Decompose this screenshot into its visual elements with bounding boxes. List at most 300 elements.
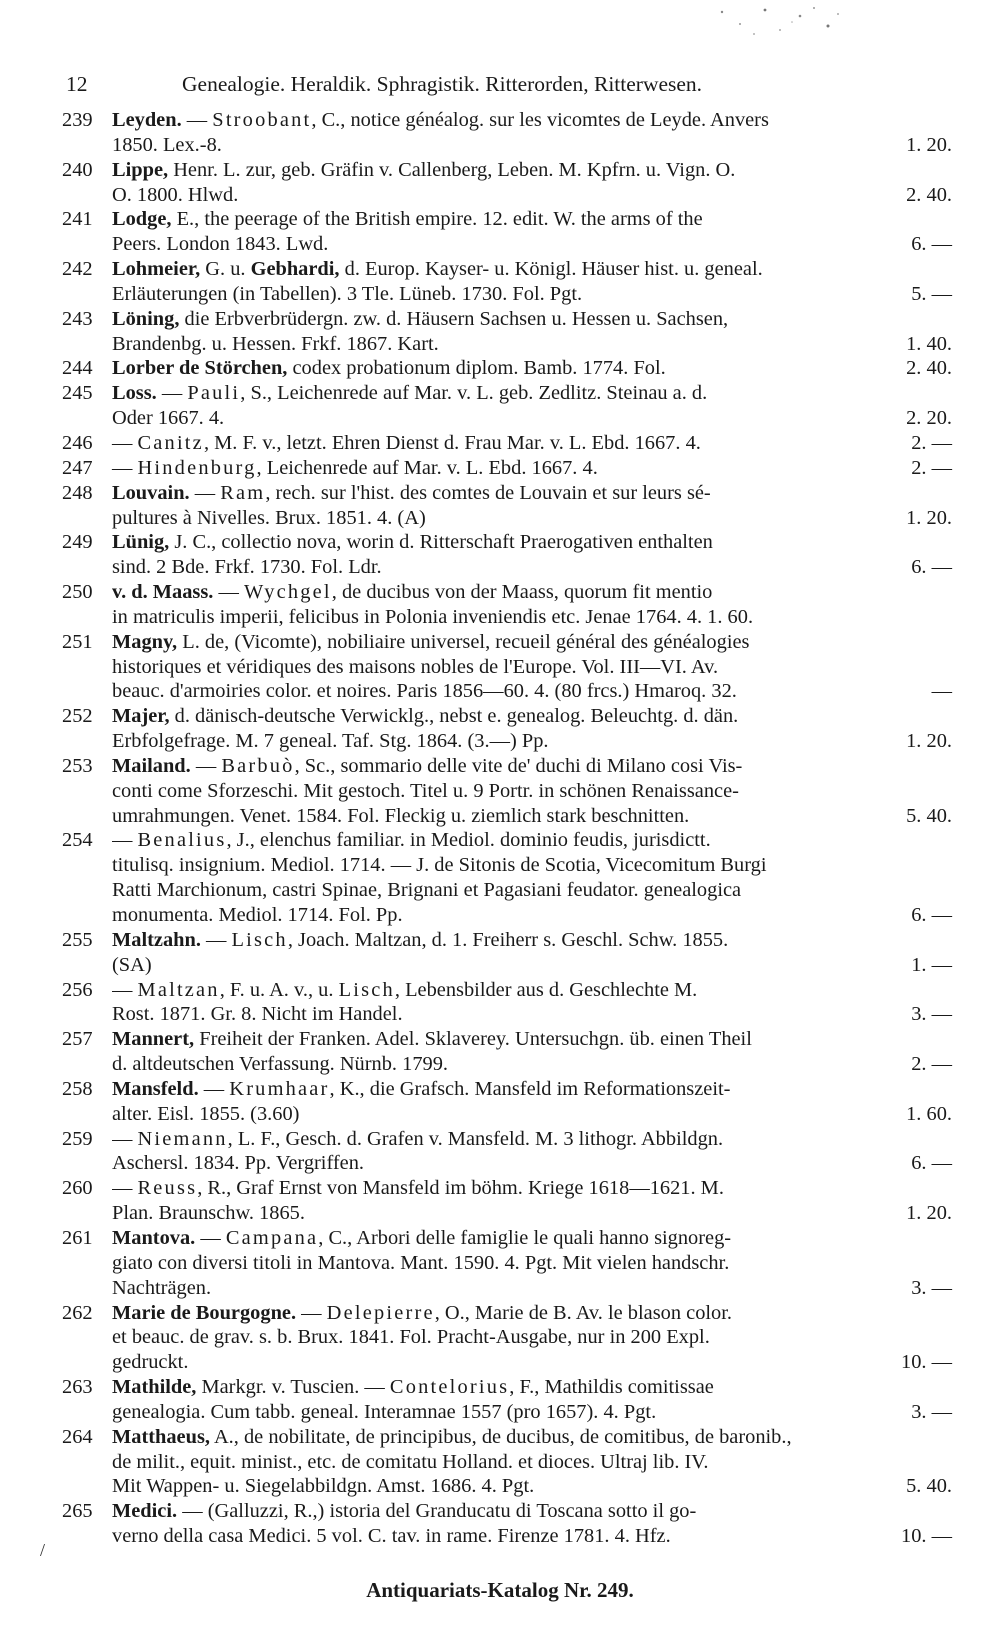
entry-text: J. C., collectio nova, worin d. Ritterschaft Praerogativen enthalten (169, 531, 713, 554)
entry-price: 5. 40. (906, 804, 952, 827)
entry-price: 1. 20. (906, 506, 952, 529)
entry-heading: Lohmeier, (112, 258, 201, 281)
entry-number: 264 (62, 1425, 93, 1448)
entry-line (112, 804, 952, 829)
entry-text: Mit Wappen- u. Siegelabbildgn. Amst. 1686. 4. Pgt. (112, 1475, 535, 1498)
entry-line-text (112, 1102, 299, 1127)
entry-heading: Magny, (112, 630, 178, 653)
entry-price: — (931, 680, 952, 703)
catalog-entry (62, 1499, 952, 1549)
entry-line (112, 953, 952, 978)
entry-text: — (200, 928, 232, 951)
entry-heading: Majer, (112, 705, 170, 728)
entry-heading: Louvain. (112, 481, 190, 504)
entry-text: — (112, 829, 138, 852)
entry-text: titulisq. insignium. Mediol. 1714. — J. de Sitonis de Scotia, Vicecomitum Burgi (112, 854, 767, 877)
entry-heading: Mannert, (112, 1028, 195, 1051)
page-speckle-marks (710, 2, 850, 42)
entry-line (112, 1127, 952, 1152)
entry-text: Erläuterungen (in Tabellen). 3 Tle. Lüneb. 1730. Fol. Pgt. (112, 282, 583, 305)
entry-text: , Joach. Maltzan, d. 1. Freiherr s. Geschl. Schw. 1855. (287, 928, 729, 951)
entry-line-text (112, 1326, 710, 1348)
entry-line-text (112, 879, 741, 901)
entry-line (112, 555, 952, 580)
entry-text: pultures à Nivelles. Brux. 1851. 4. (A) (112, 506, 426, 529)
entry-price: 2. — (911, 1053, 952, 1076)
entry-line-text (112, 1276, 211, 1301)
entry-text: gedruckt. (112, 1351, 189, 1374)
entry-number: 257 (62, 1028, 93, 1051)
entry-number: 263 (62, 1376, 93, 1399)
entry-line-text (112, 506, 426, 531)
entry-heading: Lorber de Störchen, (112, 357, 288, 380)
entry-heading: Mathilde, (112, 1376, 197, 1399)
page-title: Genealogie. Heraldik. Sphragistik. Ritterorden, Ritterwesen. (182, 72, 703, 96)
entry-text: verno della casa Medici. 5 vol. C. tav. in rame. Firenze 1781. 4. Hfz. (112, 1525, 671, 1548)
author-name: Niemann (137, 1127, 228, 1150)
entry-text: — (198, 1077, 230, 1100)
entry-line-text (112, 183, 238, 208)
catalog-entry (62, 431, 952, 456)
entry-text: , C., notice généalog. sur les vicomtes de Leyde. Anvers (311, 109, 769, 131)
entry-line (112, 828, 952, 853)
entry-line (112, 903, 952, 928)
entry-line-text (112, 1302, 732, 1324)
entry-line (112, 158, 952, 183)
entry-line (112, 754, 952, 779)
author-name: Contelorius (389, 1376, 510, 1399)
entry-number: 241 (62, 208, 93, 231)
entry-text: , F. u. A. v., u. (219, 978, 339, 1001)
entry-line (112, 853, 952, 878)
entry-heading: Lünig, (112, 531, 170, 554)
entry-line-text (112, 705, 738, 727)
entry-line-text (112, 829, 711, 851)
entry-text: de milit., equit. minist., etc. de comitatu Holland. et dioces. Ultraj lib. IV. (112, 1450, 709, 1473)
entry-number: 254 (62, 829, 93, 852)
entry-price: 1. 20. (906, 133, 952, 156)
entry-line-text (112, 1177, 724, 1199)
entry-price: 5. 40. (906, 1475, 952, 1498)
entry-price: 6. — (911, 904, 952, 926)
author-name: Hindenburg (137, 456, 257, 479)
entry-text: — (112, 456, 138, 479)
entry-line (112, 1151, 952, 1176)
author-name: Pauli (187, 382, 241, 405)
catalog-entry (62, 1425, 952, 1500)
entry-line (112, 257, 952, 282)
entry-text: in matriculis imperii, felicibus in Polonia inveniendis etc. Jenae 1764. 4. 1. 60. (112, 605, 754, 628)
entry-line (112, 630, 952, 655)
entry-text: , F., Mathildis comitissae (509, 1376, 714, 1399)
entry-text: d. Europ. Kayser- u. Königl. Häuser hist. u. geneal. (339, 258, 763, 281)
entry-text: , rech. sur l'hist. des comtes de Louvain et sur leurs sé- (265, 481, 711, 504)
entry-line-text (112, 482, 711, 504)
entry-number: 262 (62, 1301, 93, 1324)
catalog-entry (62, 580, 952, 630)
entry-price: 1. — (911, 953, 952, 976)
entry-line-text (112, 382, 707, 404)
entry-line-text (112, 1500, 696, 1522)
entry-text: , L. F., Gesch. d. Grafen v. Mansfeld. M. 3 lithogr. Abbildgn. (227, 1127, 724, 1150)
entry-line (112, 232, 952, 257)
entry-line (112, 356, 952, 381)
entry-price: 2. — (911, 431, 952, 454)
entry-line (112, 1499, 952, 1524)
entry-line (112, 1102, 952, 1127)
entry-line-text (112, 605, 753, 630)
catalog-footer: Antiquariats-Katalog Nr. 249. (366, 1578, 634, 1602)
entry-price: 2. — (911, 456, 952, 479)
catalog-entry (62, 754, 952, 829)
entry-heading: Marie de Bourgogne. (112, 1301, 297, 1324)
entry-text: , M. F. v., letzt. Ehren Dienst d. Frau Mar. v. L. Ebd. 1667. 4. (203, 431, 701, 454)
entry-text: — (195, 1226, 226, 1249)
entry-line (112, 655, 952, 680)
entry-price: 6. — (911, 556, 952, 579)
catalog-entries (62, 108, 952, 1549)
entry-line (112, 207, 952, 232)
entry-line (112, 1474, 952, 1499)
entry-line-text (112, 755, 742, 777)
entry-line (112, 580, 952, 605)
catalog-entry (62, 978, 952, 1028)
entry-text: , K., die Grafsch. Mansfeld im Reformationszeit- (329, 1077, 731, 1100)
entry-line-text (112, 1227, 731, 1249)
entry-line-text (112, 656, 718, 678)
entry-text: Aschersl. 1834. Pp. Vergriffen. (112, 1152, 365, 1175)
entry-line (112, 332, 952, 357)
entry-number: 245 (62, 382, 93, 405)
entry-price: 1. 40. (906, 332, 952, 355)
author-name: Delepierre (326, 1301, 435, 1324)
catalog-entry (62, 108, 952, 158)
entry-text: conti come Sforzeschi. Mit gestoch. Titel u. 9 Portr. in schönen Renaissance- (112, 779, 739, 802)
author-name: Lisch (338, 978, 395, 1001)
entry-line-text (112, 804, 689, 829)
entry-line-text (112, 456, 598, 481)
catalog-entry (62, 356, 952, 381)
catalog-entry (62, 158, 952, 208)
entry-line (112, 1301, 952, 1326)
entry-line-text (112, 1078, 730, 1100)
entry-price: 6. — (911, 1152, 952, 1175)
entry-line-text (112, 258, 763, 280)
entry-heading: Mantova. (112, 1226, 196, 1249)
entry-line-text (112, 1128, 723, 1150)
entry-line (112, 704, 952, 729)
entry-number: 248 (62, 481, 93, 504)
catalog-entry (62, 630, 952, 705)
entry-price: 2. 40. (906, 183, 952, 206)
entry-line-text (112, 1524, 671, 1549)
entry-heading: Maltzahn. (112, 928, 201, 951)
entry-number: 239 (62, 109, 93, 131)
entry-line-text (112, 531, 713, 553)
catalog-entry (62, 1375, 952, 1425)
entry-number: 255 (62, 928, 93, 951)
entry-line (112, 183, 952, 208)
catalog-entry (62, 1077, 952, 1127)
catalog-entry (62, 1226, 952, 1301)
entry-line (112, 506, 952, 531)
entry-text: alter. Eisl. 1855. (3.60) (112, 1102, 300, 1125)
entry-price: 2. 20. (906, 407, 952, 430)
entry-line-text (112, 1474, 534, 1499)
entry-line-text (112, 133, 222, 158)
entry-line (112, 456, 952, 481)
entry-heading: Löning, (112, 307, 180, 330)
entry-line (112, 1226, 952, 1251)
author-name: Maltzan (137, 978, 220, 1001)
entry-line (112, 133, 952, 158)
entry-text: — (Galluzzi, R.,) istoria del Granducatu di Toscana sotto il go- (177, 1500, 697, 1523)
entry-line (112, 1176, 952, 1201)
entry-line-text (112, 903, 403, 928)
entry-text: giato con diversi titoli in Mantova. Mant. 1590. 4. Pgt. Mit vielen handschr. (112, 1251, 730, 1274)
entry-text: (SA) (112, 953, 152, 976)
entry-text: , de ducibus von der Maass, quorum fit mentio (331, 581, 713, 604)
entry-number: 247 (62, 456, 93, 479)
entry-line-text (112, 356, 666, 381)
entry-line-text (112, 1451, 709, 1473)
entry-price: 10. — (901, 1351, 952, 1374)
entry-number: 244 (62, 357, 93, 380)
catalog-entry (62, 307, 952, 357)
entry-line (112, 1002, 952, 1027)
entry-text: — (112, 1127, 138, 1150)
entry-line-text (112, 332, 439, 357)
entry-text: d. dänisch-deutsche Verwicklg., nebst e. genealog. Beleuchtg. d. dän. (169, 705, 739, 728)
entry-heading: Mansfeld. (112, 1077, 199, 1100)
catalog-entry (62, 1127, 952, 1177)
entry-text: , S., Leichenrede auf Mar. v. L. geb. Zedlitz. Steinau a. d. (240, 382, 708, 405)
entry-heading: Gebhardi, (250, 258, 340, 281)
entry-heading: Lodge, (112, 208, 172, 231)
entry-line-text (112, 679, 737, 704)
author-name: Canitz (137, 431, 204, 454)
entry-line (112, 1524, 952, 1549)
entry-number: 242 (62, 258, 93, 281)
entry-text: , C., Arbori delle famiglie le quali hanno signoreg- (318, 1226, 732, 1249)
entry-text: — (213, 581, 244, 604)
entry-line (112, 1027, 952, 1052)
author-name: Krumhaar (229, 1077, 330, 1100)
entry-line-text (112, 1002, 403, 1027)
entry-number: 261 (62, 1226, 93, 1249)
entry-text: E., the peerage of the British empire. 12. edit. W. the arms of the (171, 208, 703, 231)
entry-text: historiques et véridiques des maisons nobles de l'Europe. Vol. III—VI. Av. (112, 655, 719, 678)
entry-number: 251 (62, 630, 93, 653)
entry-price: 2. 40. (906, 357, 952, 380)
entry-text: Freiheit der Franken. Adel. Sklaverey. Untersuchgn. üb. einen Theil (194, 1028, 752, 1051)
entry-price: 10. — (901, 1525, 952, 1548)
entry-line-text (112, 1426, 792, 1448)
entry-text: — (296, 1301, 327, 1324)
entry-line (112, 530, 952, 555)
catalog-entry (62, 257, 952, 307)
entry-text: — (189, 481, 221, 504)
catalog-entry (62, 481, 952, 531)
entry-text: — (181, 109, 213, 131)
entry-price: 1. 20. (906, 730, 952, 753)
entry-text: — (112, 978, 138, 1001)
entry-price: 6. — (911, 233, 952, 256)
entry-line-text (112, 929, 728, 951)
entry-price: 5. — (911, 282, 952, 305)
entry-line (112, 978, 952, 1003)
entry-heading: v. d. Maass. (112, 581, 214, 604)
entry-line-text (112, 1151, 364, 1176)
entry-line (112, 1201, 952, 1226)
entry-line (112, 679, 952, 704)
catalog-entry (62, 1301, 952, 1376)
entry-price: 1. 20. (906, 1202, 952, 1225)
entry-text: — (112, 1177, 138, 1200)
entry-line-text (112, 953, 152, 978)
entry-text: Rost. 1871. Gr. 8. Nicht im Handel. (112, 1003, 403, 1026)
catalog-entry (62, 381, 952, 431)
entry-line (112, 1450, 952, 1475)
entry-text: codex probationum diplom. Bamb. 1774. Fol. (287, 357, 666, 380)
entry-text: et beauc. de grav. s. b. Brux. 1841. Fol. Pracht-Ausgabe, nur in 200 Expl. (112, 1326, 710, 1349)
entry-line-text (112, 1252, 729, 1274)
entry-line-text (112, 431, 701, 456)
entry-heading: Matthaeus, (112, 1425, 210, 1448)
entry-text: , Sc., sommario delle vite de' duchi di Milano cosi Vis- (294, 754, 743, 777)
entry-line-text (112, 208, 703, 230)
entry-text: Oder 1667. 4. (112, 407, 225, 430)
entry-line (112, 381, 952, 406)
author-name: Barbuò (221, 754, 295, 777)
entry-line-text (112, 1350, 188, 1375)
entry-number: 265 (62, 1500, 93, 1523)
entry-text: monumenta. Mediol. 1714. Fol. Pp. (112, 904, 403, 926)
entry-text: — (156, 382, 188, 405)
entry-text: Plan. Braunschw. 1865. (112, 1202, 305, 1225)
entry-text: L. de, (Vicomte), nobiliaire universel, recueil général des généalogies (177, 630, 750, 653)
entry-line-text (112, 581, 712, 603)
entry-text: 1850. Lex.-8. (112, 133, 222, 156)
entry-heading: Loss. (112, 382, 157, 405)
entry-number: 252 (62, 705, 93, 728)
author-name: Stroobant (212, 109, 312, 131)
entry-line (112, 1375, 952, 1400)
entry-number: 246 (62, 431, 93, 454)
entry-line-text (112, 159, 735, 181)
entry-line (112, 1276, 952, 1301)
entry-line-text (112, 1400, 656, 1425)
entry-line (112, 282, 952, 307)
entry-line-text (112, 1028, 752, 1050)
entry-text: die Erbverbrüdergn. zw. d. Häusern Sachsen u. Hessen u. Sachsen, (179, 307, 729, 330)
entry-price: 3. — (911, 1400, 952, 1423)
entry-line (112, 878, 952, 903)
entry-heading: Medici. (112, 1500, 178, 1523)
entry-number: 260 (62, 1177, 93, 1200)
margin-mark: / (40, 1540, 46, 1560)
entry-number: 250 (62, 581, 93, 604)
entry-text: A., de nobilitate, de principibus, de ducibus, de comitibus, de baronib., (209, 1425, 792, 1448)
entry-text: G. u. (200, 258, 251, 281)
entry-number: 259 (62, 1127, 93, 1150)
page-number: 12 (66, 72, 88, 96)
entry-line-text (112, 729, 549, 754)
entry-heading: Mailand. (112, 754, 191, 777)
entry-number: 256 (62, 978, 93, 1001)
entry-text: beauc. d'armoiries color. et noires. Paris 1856—60. 4. (80 frcs.) Hmaroq. 32. (112, 680, 737, 703)
entry-line (112, 779, 952, 804)
entry-text: Brandenbg. u. Hessen. Frkf. 1867. Kart. (112, 332, 439, 355)
author-name: Wychgel (244, 581, 332, 604)
entry-price: 3. — (911, 1276, 952, 1299)
entry-line (112, 1251, 952, 1276)
author-name: Campana (225, 1226, 319, 1249)
entry-line-text (112, 1052, 448, 1077)
entry-line (112, 307, 952, 332)
entry-line-text (112, 282, 582, 307)
author-name: Lisch (231, 928, 288, 951)
entry-line-text (112, 979, 697, 1001)
entry-price: 3. — (911, 1003, 952, 1026)
entry-line (112, 1077, 952, 1102)
entry-line (112, 1425, 952, 1450)
page-header (66, 64, 946, 104)
entry-line-text (112, 1376, 714, 1398)
catalog-entry (62, 828, 952, 927)
entry-line-text (112, 780, 739, 802)
entry-line-text (112, 406, 224, 431)
entry-heading: Lippe, (112, 158, 169, 181)
entry-text: Henr. L. zur, geb. Gräfin v. Callenberg, Leben. M. Kpfrn. u. Vign. O. (168, 158, 736, 181)
entry-text: d. altdeutschen Verfassung. Nürnb. 1799. (112, 1053, 449, 1076)
entry-text: Erbfolgefrage. M. 7 geneal. Taf. Stg. 1864. (3.—) Pp. (112, 730, 549, 753)
entry-line (112, 1052, 952, 1077)
catalog-entry (62, 704, 952, 754)
author-name: Benalius (137, 829, 227, 852)
entry-text: Ratti Marchionum, castri Spinae, Brignani et Pagasiani feudator. genealogica (112, 879, 742, 902)
catalog-entry (62, 1176, 952, 1226)
entry-line-text (112, 631, 749, 653)
entry-text: — (190, 754, 222, 777)
entry-text: genealogia. Cum tabb. geneal. Interamnae 1557 (pro 1657). 4. Pgt. (112, 1400, 657, 1423)
entry-line (112, 1325, 952, 1350)
entry-text: umrahmungen. Venet. 1584. Fol. Fleckig u. ziemlich stark beschnitten. (112, 804, 690, 827)
entry-line (112, 1400, 952, 1425)
entry-number: 258 (62, 1077, 93, 1100)
catalog-entry (62, 530, 952, 580)
entry-line (112, 928, 952, 953)
author-name: Reuss (137, 1177, 198, 1200)
entry-number: 249 (62, 531, 93, 554)
entry-text: Nachträgen. (112, 1276, 212, 1299)
author-name: Ram (220, 481, 266, 504)
entry-line-text (112, 854, 766, 876)
entry-text: , O., Marie de B. Av. le blason color. (434, 1301, 733, 1324)
entry-line-text (112, 308, 728, 330)
entry-number: 253 (62, 754, 93, 777)
entry-text: , Leichenrede auf Mar. v. L. Ebd. 1667. 4. (256, 456, 598, 479)
catalog-entry (62, 928, 952, 978)
entry-line-text (112, 1201, 305, 1226)
entry-text: sind. 2 Bde. Frkf. 1730. Fol. Ldr. (112, 556, 382, 579)
entry-text: , R., Graf Ernst von Mansfeld im böhm. Kriege 1618—1621. M. (197, 1177, 724, 1200)
entry-heading: Leyden. (112, 109, 182, 131)
entry-text: , J., elenchus familiar. in Mediol. dominio feudis, jurisdictt. (226, 829, 711, 852)
entry-line-text (112, 109, 769, 131)
catalog-entry (62, 207, 952, 257)
entry-line (112, 108, 952, 133)
